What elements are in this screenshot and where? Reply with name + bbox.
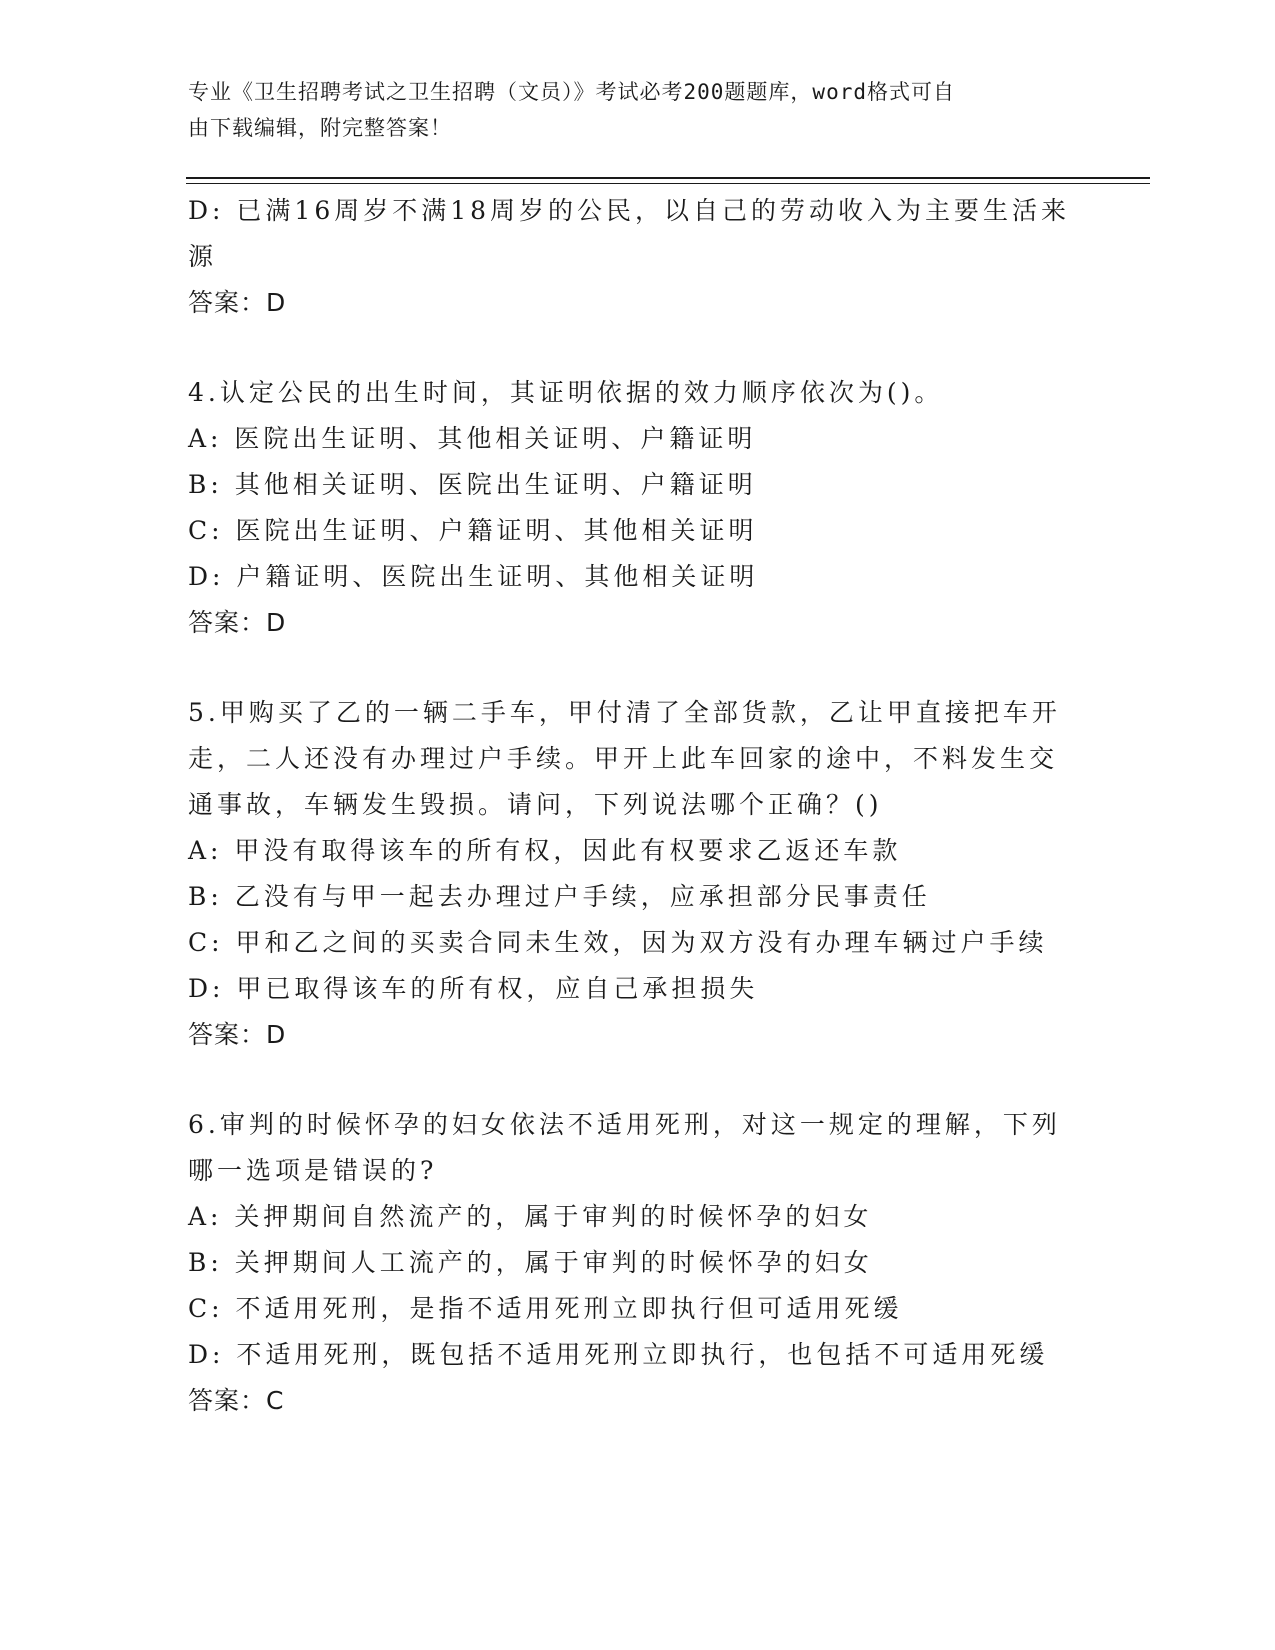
option-a: A: 甲没有取得该车的所有权，因此有权要求乙返还车款 [188, 836, 902, 865]
question-4 [188, 370, 1088, 646]
option-c: C: 甲和乙之间的买卖合同未生效，因为双方没有办理车辆过户手续 [188, 928, 1048, 957]
header-divider-thin [186, 183, 1150, 184]
document-header [188, 74, 1088, 146]
answer: 答案：D [188, 288, 287, 317]
option-c: C: 不适用死刑，是指不适用死刑立即执行但可适用死缓 [188, 1294, 903, 1323]
question-text: 走，二人还没有办理过户手续。甲开上此车回家的途中，不料发生交 [188, 744, 1059, 773]
spacer [188, 1058, 1088, 1102]
answer: 答案：D [188, 608, 287, 637]
option-b: B: 关押期间人工流产的，属于审判的时候怀孕的妇女 [188, 1248, 873, 1277]
option-d: D: 已满16周岁不满18周岁的公民，以自己的劳动收入为主要生活来 [188, 196, 1071, 225]
question-6 [188, 1102, 1088, 1424]
answer: 答案：C [188, 1386, 285, 1415]
option-a: A: 医院出生证明、其他相关证明、户籍证明 [188, 424, 757, 453]
spacer [188, 646, 1088, 690]
question-text: 5.甲购买了乙的一辆二手车，甲付清了全部货款，乙让甲直接把车开 [188, 698, 1061, 727]
option-b: B: 其他相关证明、医院出生证明、户籍证明 [188, 470, 757, 499]
question-3-tail [188, 188, 1088, 326]
option-d: D: 甲已取得该车的所有权，应自己承担损失 [188, 974, 759, 1003]
header-line-1: 专业《卫生招聘考试之卫生招聘（文员）》考试必考200题题库，word格式可自 [188, 80, 955, 104]
option-b: B: 乙没有与甲一起去办理过户手续，应承担部分民事责任 [188, 882, 931, 911]
question-5 [188, 690, 1088, 1058]
spacer [188, 326, 1088, 370]
question-text: 哪一选项是错误的? [188, 1156, 438, 1185]
option-d: D: 户籍证明、医院出生证明、其他相关证明 [188, 562, 759, 591]
question-text: 4.认定公民的出生时间，其证明依据的效力顺序依次为()。 [188, 378, 944, 407]
header-divider-thick [186, 177, 1150, 179]
option-d: D: 不适用死刑，既包括不适用死刑立即执行，也包括不可适用死缓 [188, 1340, 1049, 1369]
header-line-2: 由下载编辑，附完整答案！ [188, 116, 452, 140]
option-a: A: 关押期间自然流产的，属于审判的时候怀孕的妇女 [188, 1202, 873, 1231]
question-text: 通事故，车辆发生毁损。请问，下列说法哪个正确？() [188, 790, 883, 819]
option-c: C: 医院出生证明、户籍证明、其他相关证明 [188, 516, 758, 545]
question-text: 6.审判的时候怀孕的妇女依法不适用死刑，对这一规定的理解，下列 [188, 1110, 1061, 1139]
option-d-continued: 源 [188, 242, 218, 271]
answer: 答案：D [188, 1020, 287, 1049]
document-body [188, 188, 1088, 1424]
